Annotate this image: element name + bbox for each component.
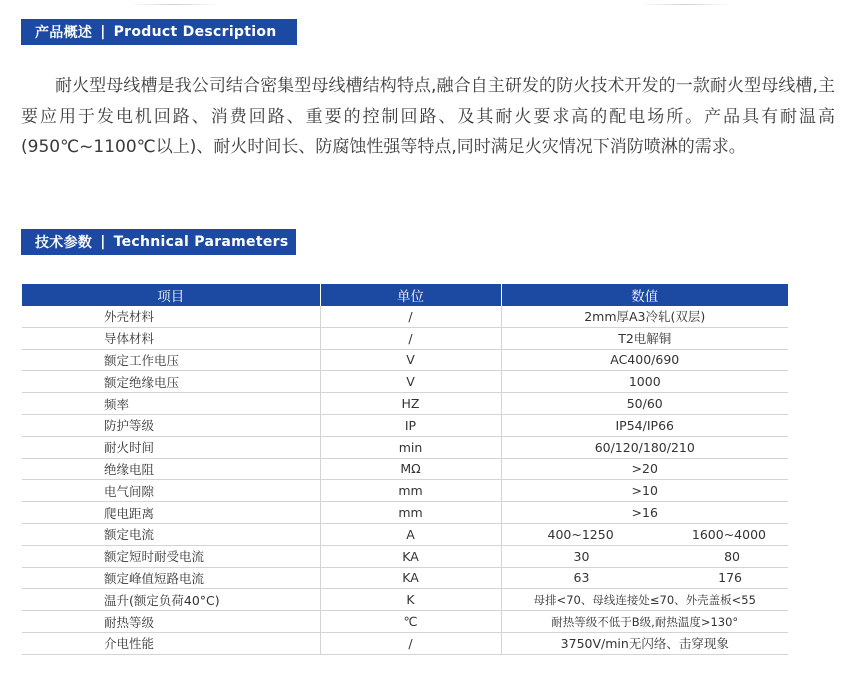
param-unit: A [320,523,501,545]
section-title-separator: | [100,234,106,250]
technical-parameters-table [22,284,788,655]
param-value: >20 [501,458,788,480]
param-name: 耐火时间 [22,436,320,458]
param-unit: KA [320,545,501,567]
section-title-cn: 技术参数 [35,235,93,251]
table-row [22,567,788,589]
param-name: 额定工作电压 [22,349,320,371]
param-name: 防护等级 [22,414,320,436]
param-name: 绝缘电阻 [22,458,320,480]
param-unit: HZ [320,393,501,415]
table-row [22,589,788,611]
product-description-text: 耐火型母线槽是我公司结合密集型母线槽结构特点,融合自主研发的防火技术开发的一款耐火型母线槽,主要应用于发电机回路、消费回路、重要的控制回路、及其耐火要求高的配电场所。产品具有耐温高(950℃~1100℃以上)、耐火时间长、防腐蚀性强等特点,同时满足火灾情况下消防喷淋的需求。 [21,76,835,157]
param-value: 母排<70、母线连接处≤70、外壳盖板<55 [501,589,788,611]
param-value-a: 400~1250 [547,526,614,542]
param-value: >16 [501,502,788,524]
table-row [22,458,788,480]
header-unit: 单位 [320,284,501,306]
param-value-a: 30 [573,548,590,564]
param-name: 爬电距离 [22,502,320,524]
table-row [22,306,788,327]
param-value: 60/120/180/210 [501,436,788,458]
param-name: 耐热等级 [22,611,320,633]
table-row [22,523,788,545]
table-row [22,393,788,415]
section-title-cn: 产品概述 [35,25,93,41]
table-row [22,371,788,393]
section-title-en: Product Description [113,24,277,40]
param-value: 2mm厚A3冷轧(双层) [501,306,788,327]
param-unit: / [320,306,501,327]
param-value [501,545,788,567]
param-value-b: 80 [724,548,740,564]
section-title-en: Technical Parameters [113,234,289,250]
table-row [22,611,788,633]
header-item: 项目 [22,284,320,306]
param-name: 电气间隙 [22,480,320,502]
table-row [22,632,788,654]
table-row [22,502,788,524]
decorative-line-right [640,4,730,5]
param-value: 1000 [501,371,788,393]
param-value: >10 [501,480,788,502]
param-name: 温升(额定负荷40°C) [22,589,320,611]
section-title-separator: | [100,24,106,40]
param-name: 额定绝缘电压 [22,371,320,393]
table-row [22,327,788,349]
param-value: AC400/690 [501,349,788,371]
param-name: 介电性能 [22,632,320,654]
technical-parameters-header [21,229,296,255]
param-value: T2电解铜 [501,327,788,349]
param-value: 3750V/min无闪络、击穿现象 [501,632,788,654]
param-value: 耐热等级不低于B级,耐热温度>130° [501,611,788,633]
table-row [22,436,788,458]
param-unit: KA [320,567,501,589]
table-row [22,349,788,371]
param-value [501,523,788,545]
param-name: 频率 [22,393,320,415]
param-name: 外壳材料 [22,306,320,327]
param-unit: min [320,436,501,458]
decorative-line-left [130,4,220,5]
param-unit: mm [320,502,501,524]
table-header-row [22,284,788,306]
param-name: 额定峰值短路电流 [22,567,320,589]
table-row [22,480,788,502]
param-value [501,567,788,589]
param-unit: V [320,349,501,371]
param-value-b: 176 [718,570,742,586]
param-name: 额定短时耐受电流 [22,545,320,567]
table-row [22,414,788,436]
param-unit: V [320,371,501,393]
param-unit: ℃ [320,611,501,633]
param-name: 额定电流 [22,523,320,545]
param-unit: / [320,327,501,349]
param-name: 导体材料 [22,327,320,349]
param-value-a: 63 [573,570,590,586]
param-unit: mm [320,480,501,502]
param-unit: MΩ [320,458,501,480]
param-value: IP54/IP66 [501,414,788,436]
header-value: 数值 [501,284,788,306]
product-description-header [21,19,297,45]
table-row [22,545,788,567]
param-value-b: 1600~4000 [691,526,766,542]
param-value: 50/60 [501,393,788,415]
param-unit: IP [320,414,501,436]
param-unit: K [320,589,501,611]
param-unit: / [320,632,501,654]
